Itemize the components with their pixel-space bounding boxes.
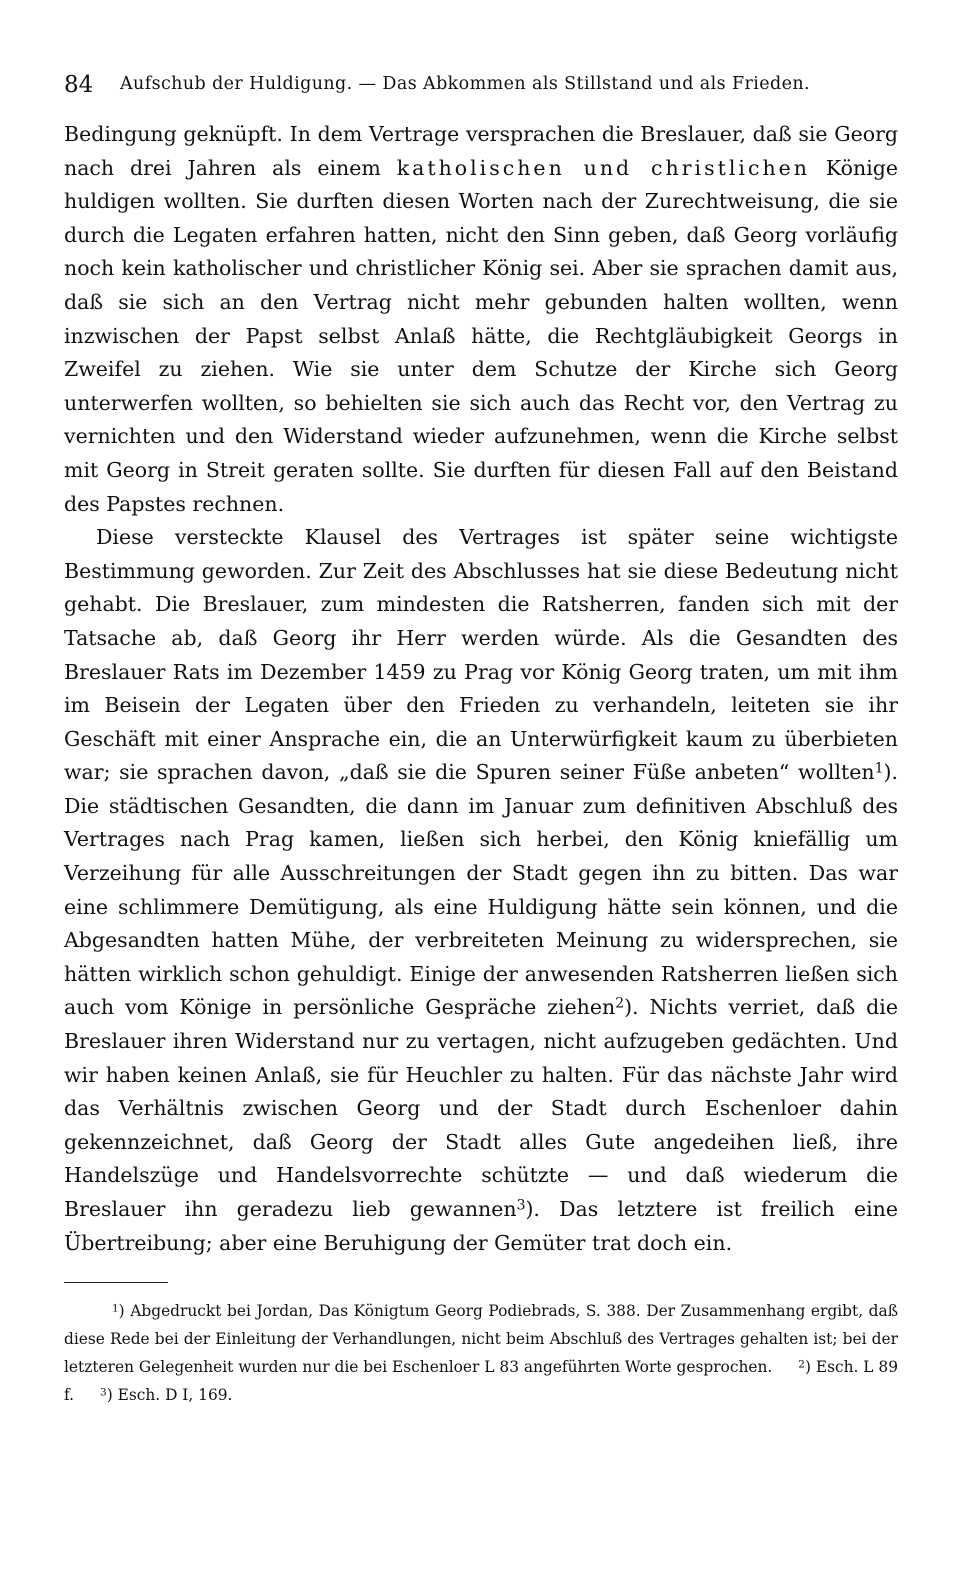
running-head-title: Aufschub der Huldigung. — Das Abkommen als Stillstand und als Frieden. [120, 74, 810, 94]
paragraph-2-part-c: ). Nichts verriet, daß die Breslauer ihren Widerstand nur zu vertagen, nicht aufzugeben gedächten. Und wir haben keinen Anlaß, sie für Heuchler zu halten. Für das nächste Jahr wird das Verhältnis zwischen Georg und der Stadt durch Eschenloer dahin gekennzeichnet, daß Georg der Stadt alles Gute angedeihen ließ, ihre Handelszüge und Handelsvorrechte schützte — und daß wiederum die Breslauer ihn geradezu lieb gewannen [64, 995, 898, 1221]
footnote-3-mark: 3 [100, 1386, 107, 1399]
footnote-ref-2[interactable]: 2 [615, 996, 625, 1013]
footnotes [64, 1297, 898, 1409]
paragraph-2-part-b: ). Die städtischen Gesandten, die dann im Januar zum definitiven Abschluß des Vertrages nach Prag kamen, ließen sich herbei, den König kniefällig um Verzeihung für alle Ausschreitungen der Stadt gegen ihn zu bitten. Das war eine schlimmere Demütigung, als eine Huldigung hätte sein können, und die Abgesandten hatten Mühe, der verbreiteten Meinung zu widersprechen, sie hätten wirklich schon gehuldigt. Einige der anwesenden Ratsherren ließen sich auch vom Könige in persönliche Gespräche ziehen [64, 760, 898, 1020]
paragraph-1 [64, 118, 898, 521]
footnote-1-mark: 1 [112, 1302, 119, 1315]
paragraph-2-part-d: ). Das letztere ist freilich eine Übertreibung; aber eine Beruhigung der Gemüter trat doch ein. [64, 1197, 898, 1255]
footnote-ref-1[interactable]: 1 [874, 761, 884, 778]
running-head [64, 64, 898, 104]
footnote-2-mark: 2 [798, 1358, 805, 1371]
paragraph-1-part-a: Bedingung geknüpft. In dem Vertrage versprachen die Breslauer, daß sie Georg nach drei Jahren als einem [64, 122, 898, 180]
paragraph-2-part-a: Diese versteckte Klausel des Vertrages ist später seine wichtigste Bestimmung geworden. Zur Zeit des Abschlusses hat sie diese Bedeutung nicht gehabt. Die Breslauer, zum mindesten die Ratsherren, fanden sich mit der Tatsache ab, daß Georg ihr Herr werden würde. Als die Gesandten des Breslauer Rats im Dezember 1459 zu Prag vor König Georg traten, um mit ihm im Beisein der Legaten über den Frieden zu verhandeln, leiteten sie ihr Geschäft mit einer Ansprache ein, die an Unterwürfigkeit kaum zu überbieten war; sie sprachen davon, „daß sie die Spuren seiner Füße anbeten“ wollten [64, 525, 898, 785]
page-number: 84 [64, 72, 94, 98]
body-text [64, 118, 898, 1260]
footnote-2-text: ) Esch. L 89 f. [64, 1358, 899, 1405]
footnote-ref-3[interactable]: 3 [516, 1197, 526, 1214]
footnote-separator [64, 1282, 168, 1283]
footnote-1-line [64, 1297, 898, 1409]
paragraph-1-part-b: Könige huldigen wollten. Sie durften diesen Worten nach der Zurechtweisung, die sie durch die Legaten erfahren hatten, nicht den Sinn geben, daß Georg vorläufig noch kein katholischer und christlicher König sei. Aber sie sprachen damit aus, daß sie sich an den Vertrag nicht mehr gebunden halten wollten, wenn inzwischen der Papst selbst Anlaß hätte, die Rechtgläubigkeit Georgs in Zweifel zu ziehen. Wie sie unter dem Schutze der Kirche sich Georg unterwerfen wollten, so behielten sie sich auch das Recht vor, den Vertrag zu vernichten und den Widerstand wieder aufzunehmen, wenn die Kirche selbst mit Georg in Streit geraten sollte. Sie durften für diesen Fall auf den Beistand des Papstes rechnen. [64, 155, 899, 516]
footnote-3-text: ) Esch. D I, 169. [106, 1386, 233, 1405]
paragraph-1-emphasis: katholischen und christlichen [396, 155, 810, 180]
footnote-1-text: ) Abgedruckt bei Jordan, Das Königtum Georg Podiebrads, S. 388. Der Zusammenhang ergibt, daß diese Rede bei der Einleitung der Verhandlungen, nicht beim Abschluß des Vertrages gehalten ist; bei der letzteren Gelegenheit wurden nur die bei Eschenloer L 83 angeführten Worte gesprochen. [64, 1302, 898, 1377]
book-page [64, 64, 898, 1409]
paragraph-2 [64, 521, 898, 1260]
